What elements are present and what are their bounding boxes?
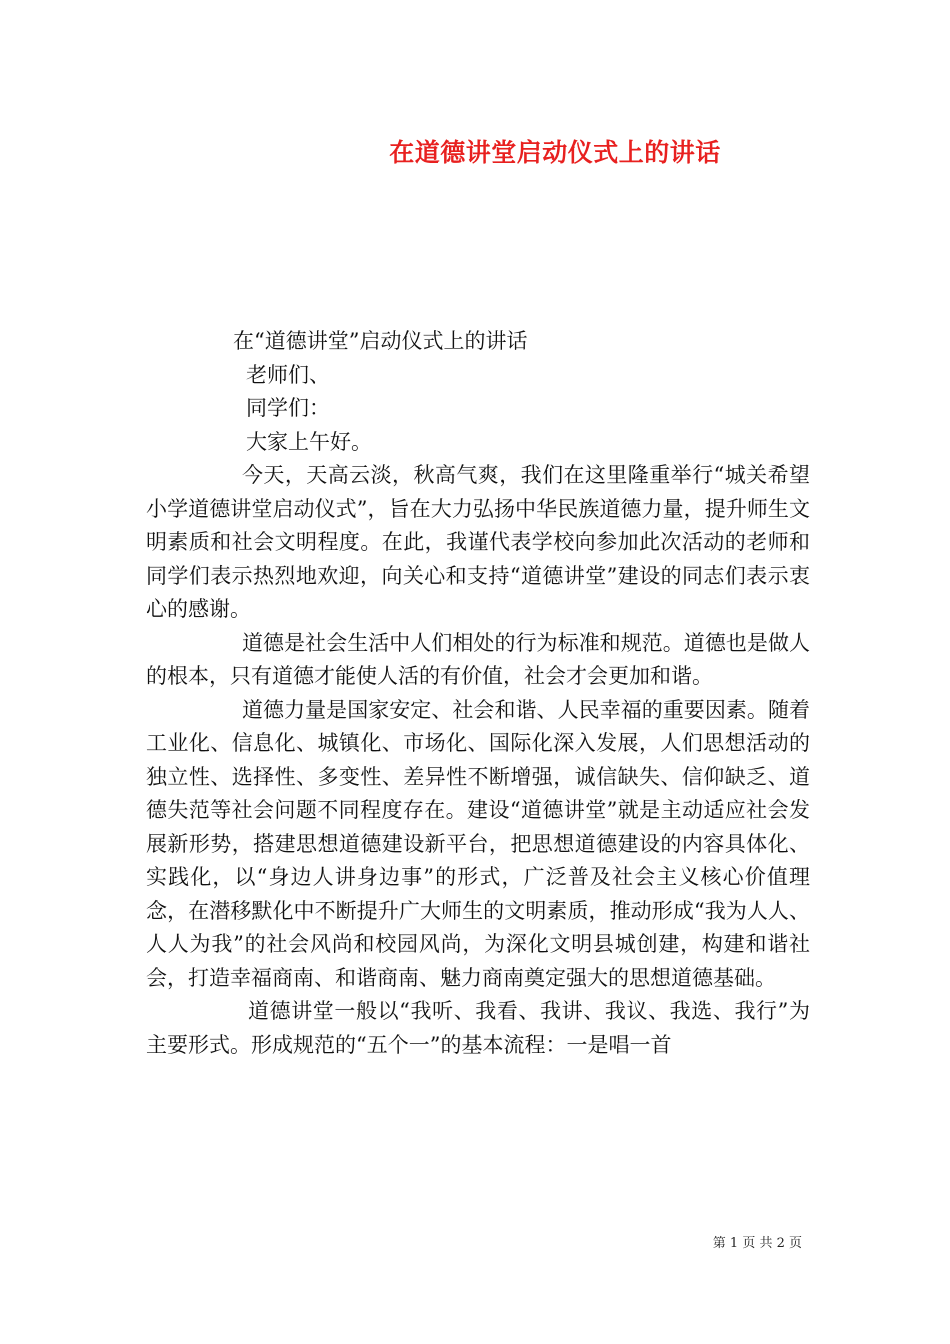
paragraph-morality-definition: 道德是社会生活中人们相处的行为标准和规范。道德也是做人的根本，只有道德才能使人活的有价值，社会才会更加和谐。 [146, 630, 810, 688]
salutation-teachers: 老师们、 [246, 362, 330, 387]
paragraph-lecture-format: 道德讲堂一般以“我听、我看、我讲、我议、我选、我行”为主要形式。形成规范的“五个一”的基本流程：一是唱一首 [146, 999, 810, 1057]
document-body [146, 325, 810, 1062]
salutation-students: 同学们： [246, 396, 330, 420]
paragraph-opening: 今天，天高云淡，秋高气爽，我们在这里隆重举行“城关希望小学道德讲堂启动仪式”，旨在大力弘扬中华民族道德力量，提升师生文明素质和社会文明程度。在此，我谨代表学校向参加此次活动的老师和同学们表示热烈地欢迎，向关心和支持“道德讲堂”建设的同志们表示衷心的感谢。 [146, 463, 810, 621]
document-title: 在道德讲堂启动仪式上的讲话 [389, 138, 721, 167]
greeting: 大家上午好。 [246, 429, 372, 454]
page-number: 第 1 页 共 2 页 [712, 1236, 802, 1251]
speech-subtitle: 在“道德讲堂”启动仪式上的讲话 [233, 329, 528, 353]
paragraph-moral-strength: 道德力量是国家安定、社会和谐、人民幸福的重要因素。随着工业化、信息化、城镇化、市场化、国际化深入发展，人们思想活动的独立性、选择性、多变性、差异性不断增强，诚信缺失、信仰缺乏、道德失范等社会问题不同程度存在。建设“道德讲堂”就是主动适应社会发展新形势，搭建思想道德建设新平台，把思想道德建设的内容具体化、实践化，以“身边人讲身边事”的形式，广泛普及社会主义核心价值理念，在潜移默化中不断提升广大师生的文明素质，推动形成“我为人人、人人为我”的社会风尚和校园风尚，为深化文明县城创建，构建和谐社会，打造幸福商南、和谐商南、魅力商南奠定强大的思想道德基础。 [146, 697, 810, 990]
